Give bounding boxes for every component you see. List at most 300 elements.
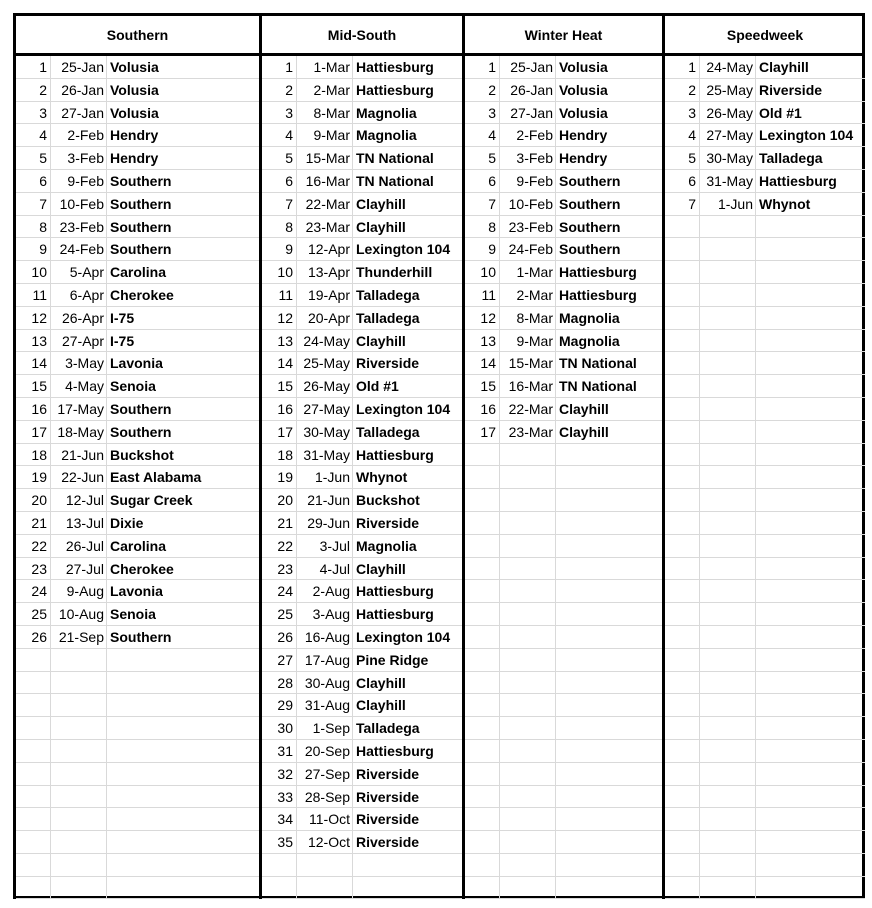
race-date-cell[interactable] [296, 854, 352, 876]
race-date-cell[interactable] [499, 763, 555, 785]
venue-cell[interactable] [755, 375, 865, 397]
venue-cell[interactable]: Talladega [352, 284, 462, 306]
race-date-cell[interactable] [699, 854, 755, 876]
race-number-cell[interactable] [465, 717, 499, 739]
venue-cell[interactable]: Volusia [106, 79, 259, 101]
venue-cell[interactable] [106, 649, 259, 671]
race-number-cell[interactable]: 21 [277, 514, 293, 531]
venue-cell[interactable] [555, 786, 662, 808]
race-number-cell[interactable]: 6 [285, 172, 293, 189]
venue-cell[interactable] [755, 831, 865, 853]
venue-cell[interactable]: I-75 [106, 330, 259, 352]
race-number-cell[interactable]: 14 [31, 355, 47, 372]
race-date-cell[interactable]: 1-Mar [499, 261, 555, 283]
venue-cell[interactable] [755, 238, 865, 260]
race-number-cell[interactable]: 3 [285, 104, 293, 121]
race-date-cell[interactable]: 30-Aug [296, 672, 352, 694]
race-number-cell[interactable]: 19 [277, 469, 293, 486]
race-number-cell[interactable] [665, 854, 699, 876]
race-date-cell[interactable]: 2-Feb [50, 124, 106, 146]
race-number-cell[interactable]: 2 [285, 81, 293, 98]
venue-cell[interactable]: Clayhill [352, 330, 462, 352]
venue-cell[interactable] [555, 626, 662, 648]
race-number-cell[interactable] [665, 216, 699, 238]
venue-cell[interactable]: Carolina [106, 261, 259, 283]
race-date-cell[interactable] [699, 626, 755, 648]
race-number-cell[interactable] [262, 877, 296, 899]
race-date-cell[interactable] [699, 877, 755, 899]
race-number-cell[interactable]: 7 [39, 195, 47, 212]
group-header[interactable]: Winter Heat [465, 16, 662, 56]
group-header[interactable]: Speedweek [665, 16, 865, 56]
race-number-cell[interactable]: 9 [488, 241, 496, 258]
race-number-cell[interactable]: 31 [277, 742, 293, 759]
venue-cell[interactable] [755, 649, 865, 671]
race-date-cell[interactable]: 30-May [296, 421, 352, 443]
race-date-cell[interactable] [699, 489, 755, 511]
venue-cell[interactable]: Southern [106, 193, 259, 215]
venue-cell[interactable] [755, 216, 865, 238]
race-date-cell[interactable]: 15-Mar [296, 147, 352, 169]
race-date-cell[interactable] [699, 466, 755, 488]
race-date-cell[interactable]: 31-Aug [296, 694, 352, 716]
race-date-cell[interactable]: 1-Sep [296, 717, 352, 739]
race-number-cell[interactable]: 23 [31, 560, 47, 577]
race-date-cell[interactable] [50, 831, 106, 853]
venue-cell[interactable] [755, 603, 865, 625]
race-number-cell[interactable]: 13 [277, 332, 293, 349]
race-number-cell[interactable] [465, 535, 499, 557]
venue-cell[interactable]: Riverside [352, 763, 462, 785]
race-date-cell[interactable]: 9-Mar [499, 330, 555, 352]
venue-cell[interactable] [106, 854, 259, 876]
race-date-cell[interactable] [499, 672, 555, 694]
race-number-cell[interactable] [665, 740, 699, 762]
venue-cell[interactable]: Cherokee [106, 558, 259, 580]
race-number-cell[interactable] [465, 877, 499, 899]
venue-cell[interactable] [555, 808, 662, 830]
race-number-cell[interactable] [465, 763, 499, 785]
race-date-cell[interactable] [50, 808, 106, 830]
race-date-cell[interactable] [499, 603, 555, 625]
race-date-cell[interactable] [699, 558, 755, 580]
race-date-cell[interactable] [699, 831, 755, 853]
venue-cell[interactable]: Hattiesburg [555, 261, 662, 283]
venue-cell[interactable] [755, 444, 865, 466]
race-number-cell[interactable] [665, 672, 699, 694]
race-date-cell[interactable]: 21-Sep [50, 626, 106, 648]
venue-cell[interactable]: Hattiesburg [352, 56, 462, 78]
race-date-cell[interactable]: 3-May [50, 352, 106, 374]
venue-cell[interactable] [555, 603, 662, 625]
venue-cell[interactable]: Volusia [106, 56, 259, 78]
race-number-cell[interactable]: 26 [277, 628, 293, 645]
race-number-cell[interactable]: 10 [31, 264, 47, 281]
venue-cell[interactable] [755, 808, 865, 830]
race-number-cell[interactable]: 18 [31, 446, 47, 463]
race-date-cell[interactable] [699, 444, 755, 466]
race-date-cell[interactable] [296, 877, 352, 899]
race-number-cell[interactable]: 12 [277, 309, 293, 326]
race-number-cell[interactable]: 10 [480, 264, 496, 281]
venue-cell[interactable]: Clayhill [352, 216, 462, 238]
venue-cell[interactable] [555, 444, 662, 466]
venue-cell[interactable]: Magnolia [555, 307, 662, 329]
venue-cell[interactable]: Clayhill [352, 193, 462, 215]
venue-cell[interactable] [106, 740, 259, 762]
race-date-cell[interactable] [50, 717, 106, 739]
race-number-cell[interactable] [16, 808, 50, 830]
race-date-cell[interactable]: 10-Feb [50, 193, 106, 215]
race-number-cell[interactable] [16, 717, 50, 739]
venue-cell[interactable]: Hattiesburg [352, 740, 462, 762]
race-date-cell[interactable]: 30-May [699, 147, 755, 169]
race-date-cell[interactable]: 5-Apr [50, 261, 106, 283]
race-date-cell[interactable] [699, 740, 755, 762]
venue-cell[interactable]: Carolina [106, 535, 259, 557]
race-date-cell[interactable]: 20-Sep [296, 740, 352, 762]
venue-cell[interactable]: Volusia [555, 102, 662, 124]
race-number-cell[interactable]: 34 [277, 811, 293, 828]
race-number-cell[interactable]: 22 [277, 537, 293, 554]
venue-cell[interactable]: Hendry [555, 124, 662, 146]
race-number-cell[interactable]: 18 [277, 446, 293, 463]
venue-cell[interactable]: Pine Ridge [352, 649, 462, 671]
race-number-cell[interactable]: 26 [31, 628, 47, 645]
race-number-cell[interactable] [16, 854, 50, 876]
race-date-cell[interactable] [499, 489, 555, 511]
race-number-cell[interactable]: 2 [488, 81, 496, 98]
race-number-cell[interactable] [262, 854, 296, 876]
venue-cell[interactable]: Southern [555, 216, 662, 238]
venue-cell[interactable] [755, 694, 865, 716]
race-number-cell[interactable] [665, 786, 699, 808]
race-date-cell[interactable]: 27-Jan [50, 102, 106, 124]
race-number-cell[interactable] [465, 444, 499, 466]
race-number-cell[interactable]: 2 [39, 81, 47, 98]
venue-cell[interactable]: Southern [106, 626, 259, 648]
race-number-cell[interactable]: 8 [488, 218, 496, 235]
venue-cell[interactable]: Hattiesburg [755, 170, 865, 192]
race-date-cell[interactable] [50, 786, 106, 808]
venue-cell[interactable]: East Alabama [106, 466, 259, 488]
race-number-cell[interactable]: 33 [277, 788, 293, 805]
venue-cell[interactable]: Magnolia [352, 124, 462, 146]
race-number-cell[interactable] [665, 694, 699, 716]
venue-cell[interactable]: TN National [352, 170, 462, 192]
race-date-cell[interactable] [499, 717, 555, 739]
race-number-cell[interactable]: 6 [688, 172, 696, 189]
race-date-cell[interactable] [699, 261, 755, 283]
race-number-cell[interactable] [665, 352, 699, 374]
venue-cell[interactable]: Riverside [352, 352, 462, 374]
race-number-cell[interactable]: 15 [480, 378, 496, 395]
race-date-cell[interactable]: 20-Apr [296, 307, 352, 329]
race-number-cell[interactable]: 6 [39, 172, 47, 189]
venue-cell[interactable]: Hattiesburg [352, 580, 462, 602]
race-date-cell[interactable] [499, 808, 555, 830]
venue-cell[interactable]: Riverside [352, 831, 462, 853]
venue-cell[interactable] [755, 672, 865, 694]
race-number-cell[interactable] [665, 626, 699, 648]
race-number-cell[interactable] [465, 512, 499, 534]
race-date-cell[interactable]: 3-Aug [296, 603, 352, 625]
race-number-cell[interactable]: 1 [39, 59, 47, 75]
race-date-cell[interactable] [50, 740, 106, 762]
race-number-cell[interactable]: 5 [285, 150, 293, 167]
race-number-cell[interactable]: 22 [31, 537, 47, 554]
venue-cell[interactable] [755, 352, 865, 374]
venue-cell[interactable]: Talladega [352, 717, 462, 739]
race-number-cell[interactable] [665, 398, 699, 420]
race-number-cell[interactable]: 12 [480, 309, 496, 326]
race-number-cell[interactable]: 17 [31, 423, 47, 440]
venue-cell[interactable] [555, 831, 662, 853]
venue-cell[interactable]: Senoia [106, 375, 259, 397]
race-number-cell[interactable]: 7 [488, 195, 496, 212]
race-date-cell[interactable]: 13-Apr [296, 261, 352, 283]
race-date-cell[interactable]: 13-Jul [50, 512, 106, 534]
race-number-cell[interactable] [16, 740, 50, 762]
venue-cell[interactable] [755, 421, 865, 443]
race-date-cell[interactable]: 25-Jan [499, 56, 555, 78]
race-number-cell[interactable]: 23 [277, 560, 293, 577]
venue-cell[interactable] [755, 786, 865, 808]
venue-cell[interactable] [106, 831, 259, 853]
race-number-cell[interactable] [665, 558, 699, 580]
venue-cell[interactable]: Magnolia [352, 535, 462, 557]
race-number-cell[interactable] [665, 421, 699, 443]
race-date-cell[interactable]: 27-Sep [296, 763, 352, 785]
race-number-cell[interactable]: 5 [688, 150, 696, 167]
race-date-cell[interactable]: 1-Jun [699, 193, 755, 215]
venue-cell[interactable] [555, 854, 662, 876]
venue-cell[interactable] [555, 877, 662, 899]
race-date-cell[interactable]: 27-Jul [50, 558, 106, 580]
race-number-cell[interactable]: 2 [688, 81, 696, 98]
race-number-cell[interactable] [465, 580, 499, 602]
race-number-cell[interactable] [16, 831, 50, 853]
race-date-cell[interactable]: 17-May [50, 398, 106, 420]
race-date-cell[interactable]: 4-Jul [296, 558, 352, 580]
race-number-cell[interactable]: 20 [31, 492, 47, 509]
race-number-cell[interactable]: 16 [480, 400, 496, 417]
race-number-cell[interactable]: 14 [480, 355, 496, 372]
race-number-cell[interactable]: 11 [32, 286, 47, 303]
race-date-cell[interactable]: 22-Mar [296, 193, 352, 215]
race-number-cell[interactable] [16, 649, 50, 671]
venue-cell[interactable]: Lexington 104 [755, 124, 865, 146]
race-number-cell[interactable] [465, 740, 499, 762]
race-date-cell[interactable]: 16-Mar [296, 170, 352, 192]
venue-cell[interactable] [755, 626, 865, 648]
race-number-cell[interactable]: 1 [285, 59, 293, 75]
race-date-cell[interactable] [699, 307, 755, 329]
race-number-cell[interactable] [465, 786, 499, 808]
venue-cell[interactable]: Hattiesburg [352, 603, 462, 625]
race-number-cell[interactable] [665, 808, 699, 830]
venue-cell[interactable] [555, 580, 662, 602]
race-number-cell[interactable] [665, 831, 699, 853]
race-number-cell[interactable]: 16 [277, 400, 293, 417]
race-number-cell[interactable] [665, 284, 699, 306]
race-date-cell[interactable]: 24-May [699, 56, 755, 78]
venue-cell[interactable] [755, 307, 865, 329]
race-date-cell[interactable]: 31-May [296, 444, 352, 466]
race-number-cell[interactable] [665, 330, 699, 352]
race-date-cell[interactable]: 26-Jan [499, 79, 555, 101]
race-number-cell[interactable]: 10 [277, 264, 293, 281]
race-date-cell[interactable]: 9-Feb [50, 170, 106, 192]
race-date-cell[interactable] [699, 763, 755, 785]
venue-cell[interactable] [106, 786, 259, 808]
venue-cell[interactable]: Talladega [352, 307, 462, 329]
race-number-cell[interactable] [465, 603, 499, 625]
race-number-cell[interactable] [465, 854, 499, 876]
race-number-cell[interactable]: 17 [277, 423, 293, 440]
race-date-cell[interactable] [699, 330, 755, 352]
race-number-cell[interactable]: 3 [688, 104, 696, 121]
race-number-cell[interactable] [465, 466, 499, 488]
venue-cell[interactable] [755, 512, 865, 534]
venue-cell[interactable]: Whynot [352, 466, 462, 488]
race-date-cell[interactable]: 2-Mar [499, 284, 555, 306]
race-date-cell[interactable] [699, 375, 755, 397]
venue-cell[interactable]: Magnolia [555, 330, 662, 352]
venue-cell[interactable]: Clayhill [352, 672, 462, 694]
race-number-cell[interactable] [665, 375, 699, 397]
race-date-cell[interactable] [699, 535, 755, 557]
venue-cell[interactable] [755, 261, 865, 283]
venue-cell[interactable]: Lavonia [106, 580, 259, 602]
race-date-cell[interactable]: 16-Mar [499, 375, 555, 397]
race-date-cell[interactable] [50, 763, 106, 785]
race-number-cell[interactable]: 4 [39, 127, 47, 144]
race-number-cell[interactable]: 1 [688, 59, 696, 75]
race-number-cell[interactable] [665, 535, 699, 557]
race-number-cell[interactable]: 11 [278, 286, 293, 303]
race-number-cell[interactable]: 6 [488, 172, 496, 189]
race-number-cell[interactable] [465, 694, 499, 716]
race-number-cell[interactable]: 20 [277, 492, 293, 509]
venue-cell[interactable]: Southern [555, 238, 662, 260]
race-number-cell[interactable] [665, 489, 699, 511]
race-number-cell[interactable] [665, 603, 699, 625]
venue-cell[interactable] [755, 558, 865, 580]
venue-cell[interactable] [555, 740, 662, 762]
venue-cell[interactable]: Riverside [352, 512, 462, 534]
venue-cell[interactable]: Sugar Creek [106, 489, 259, 511]
race-date-cell[interactable]: 27-Jan [499, 102, 555, 124]
race-date-cell[interactable]: 19-Apr [296, 284, 352, 306]
race-number-cell[interactable]: 8 [39, 218, 47, 235]
race-number-cell[interactable] [465, 672, 499, 694]
race-date-cell[interactable] [499, 740, 555, 762]
race-date-cell[interactable] [699, 421, 755, 443]
race-date-cell[interactable] [699, 786, 755, 808]
race-date-cell[interactable]: 16-Aug [296, 626, 352, 648]
venue-cell[interactable]: Old #1 [755, 102, 865, 124]
race-date-cell[interactable] [50, 694, 106, 716]
venue-cell[interactable] [106, 808, 259, 830]
race-date-cell[interactable] [50, 877, 106, 899]
venue-cell[interactable] [555, 717, 662, 739]
venue-cell[interactable]: Clayhill [352, 694, 462, 716]
race-date-cell[interactable]: 24-Feb [499, 238, 555, 260]
race-date-cell[interactable]: 12-Oct [296, 831, 352, 853]
race-date-cell[interactable] [50, 854, 106, 876]
venue-cell[interactable]: Riverside [755, 79, 865, 101]
venue-cell[interactable]: Cherokee [106, 284, 259, 306]
venue-cell[interactable] [755, 398, 865, 420]
race-date-cell[interactable]: 1-Mar [296, 56, 352, 78]
race-date-cell[interactable]: 26-May [699, 102, 755, 124]
venue-cell[interactable]: Hattiesburg [352, 79, 462, 101]
venue-cell[interactable]: Volusia [106, 102, 259, 124]
race-date-cell[interactable]: 26-Jul [50, 535, 106, 557]
race-date-cell[interactable]: 23-Feb [50, 216, 106, 238]
race-number-cell[interactable]: 1 [488, 59, 496, 75]
race-date-cell[interactable]: 31-May [699, 170, 755, 192]
race-date-cell[interactable]: 4-May [50, 375, 106, 397]
venue-cell[interactable]: Hattiesburg [555, 284, 662, 306]
race-date-cell[interactable]: 27-Apr [50, 330, 106, 352]
race-date-cell[interactable]: 23-Mar [296, 216, 352, 238]
race-date-cell[interactable] [499, 444, 555, 466]
race-date-cell[interactable] [499, 626, 555, 648]
venue-cell[interactable] [352, 877, 462, 899]
venue-cell[interactable]: TN National [555, 352, 662, 374]
venue-cell[interactable]: Buckshot [352, 489, 462, 511]
race-date-cell[interactable]: 3-Feb [50, 147, 106, 169]
race-date-cell[interactable] [699, 808, 755, 830]
venue-cell[interactable]: Lexington 104 [352, 626, 462, 648]
race-number-cell[interactable]: 3 [39, 104, 47, 121]
race-date-cell[interactable] [499, 877, 555, 899]
race-date-cell[interactable]: 24-Feb [50, 238, 106, 260]
group-header[interactable]: Mid-South [262, 16, 462, 56]
venue-cell[interactable] [555, 558, 662, 580]
race-date-cell[interactable]: 21-Jun [50, 444, 106, 466]
race-number-cell[interactable]: 24 [31, 583, 47, 600]
race-date-cell[interactable]: 27-May [699, 124, 755, 146]
race-number-cell[interactable]: 17 [480, 423, 496, 440]
race-number-cell[interactable]: 35 [277, 834, 293, 851]
venue-cell[interactable] [755, 466, 865, 488]
race-date-cell[interactable]: 1-Jun [296, 466, 352, 488]
race-date-cell[interactable] [499, 580, 555, 602]
race-number-cell[interactable] [665, 763, 699, 785]
race-number-cell[interactable] [16, 877, 50, 899]
race-number-cell[interactable]: 15 [277, 378, 293, 395]
race-number-cell[interactable]: 8 [285, 218, 293, 235]
venue-cell[interactable] [555, 512, 662, 534]
race-date-cell[interactable]: 29-Jun [296, 512, 352, 534]
venue-cell[interactable] [106, 763, 259, 785]
race-number-cell[interactable]: 30 [277, 720, 293, 737]
race-number-cell[interactable]: 15 [31, 378, 47, 395]
race-date-cell[interactable]: 25-May [699, 79, 755, 101]
race-number-cell[interactable]: 12 [31, 309, 47, 326]
race-number-cell[interactable]: 5 [39, 150, 47, 167]
venue-cell[interactable]: Buckshot [106, 444, 259, 466]
race-date-cell[interactable]: 23-Mar [499, 421, 555, 443]
race-date-cell[interactable]: 21-Jun [296, 489, 352, 511]
race-date-cell[interactable]: 2-Mar [296, 79, 352, 101]
race-date-cell[interactable]: 23-Feb [499, 216, 555, 238]
race-date-cell[interactable] [499, 694, 555, 716]
race-number-cell[interactable] [465, 558, 499, 580]
